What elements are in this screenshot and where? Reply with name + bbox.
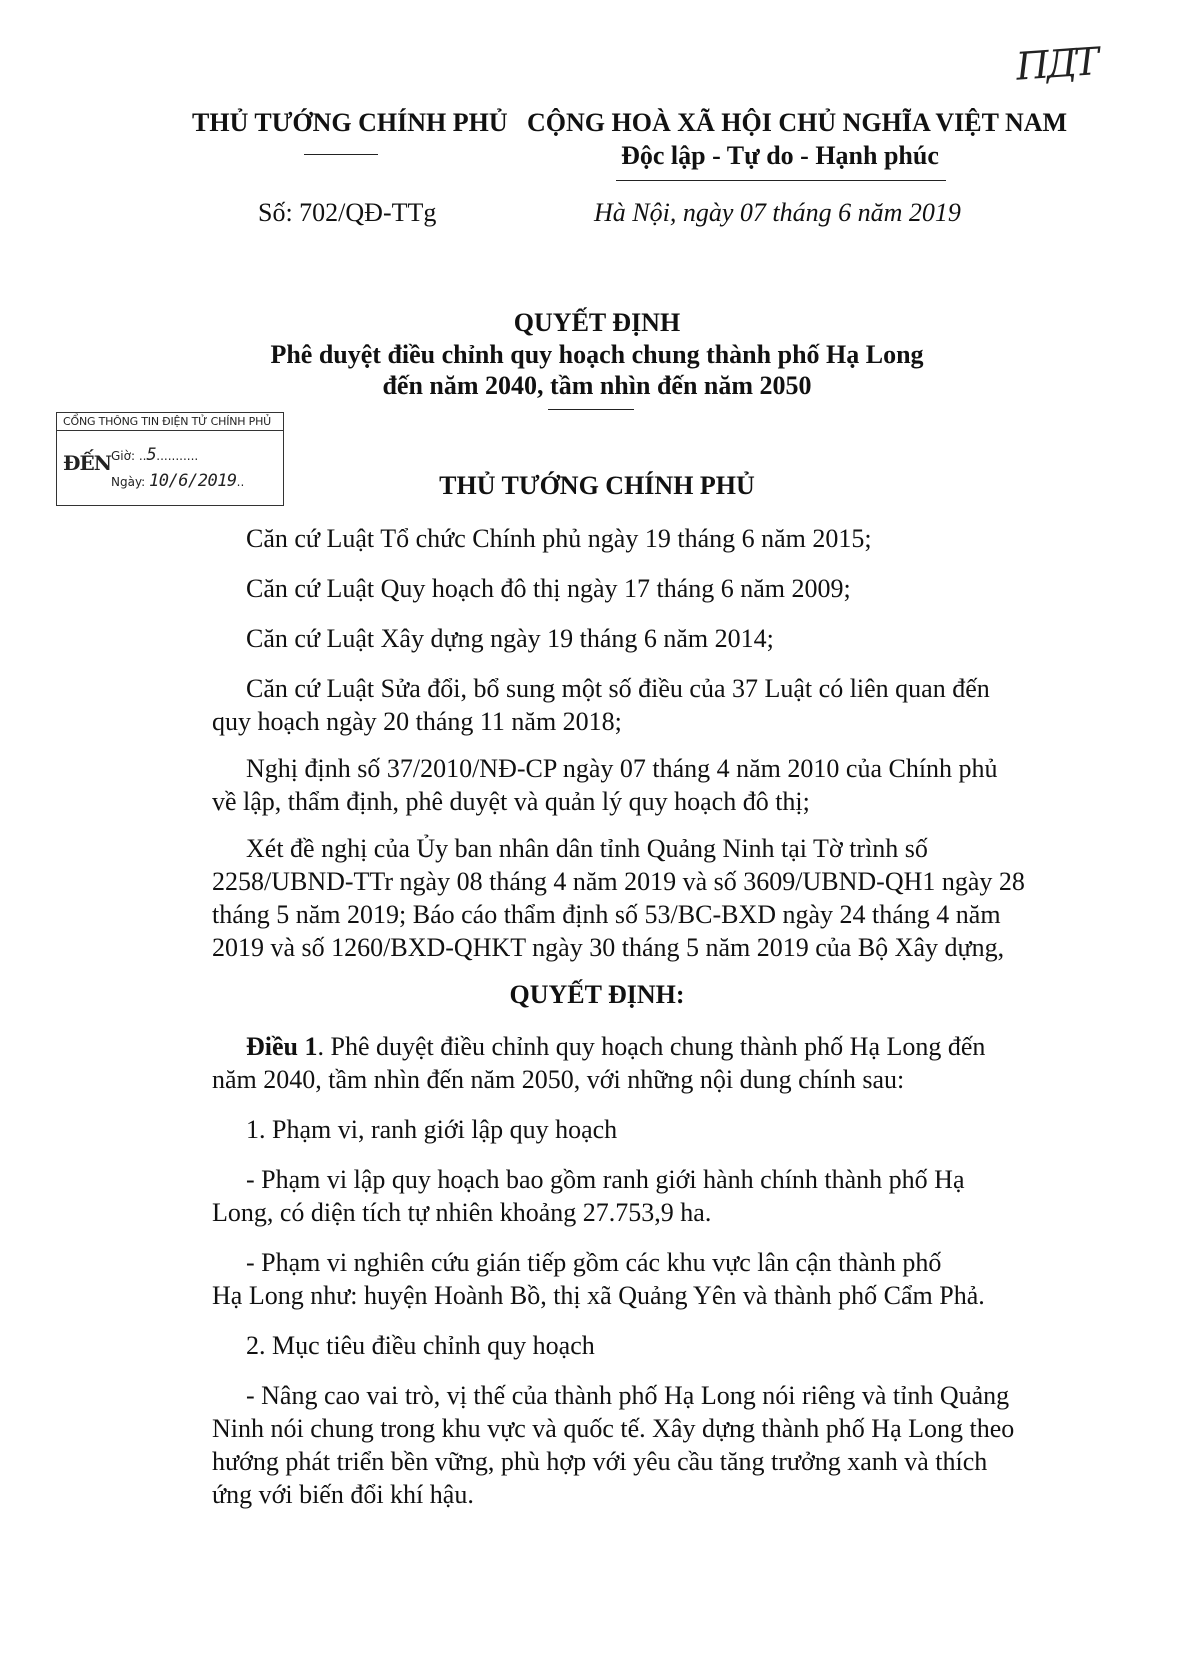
section-1-item1-line1: - Phạm vi lập quy hoạch bao gồm ranh giới hành chính thành phố Hạ xyxy=(246,1165,965,1194)
basis-6-line4: 2019 và số 1260/BXD-QHKT ngày 30 tháng 5 năm 2019 của Bộ Xây dựng, xyxy=(212,933,1005,962)
document-number: Số: 702/QĐ-TTg xyxy=(258,198,437,227)
section-2-item1-line2: Ninh nói chung trong khu vực và quốc tế. Xây dựng thành phố Hạ Long theo xyxy=(212,1414,1015,1443)
section-2-item1-line4: ứng với biến đổi khí hậu. xyxy=(212,1480,474,1509)
section-2-item1-line3: hướng phát triển bền vững, phù hợp với yêu cầu tăng trưởng xanh và thích xyxy=(212,1447,988,1476)
article-1-label: Điều 1 xyxy=(246,1032,318,1061)
stamp-time-label: Giờ: xyxy=(111,449,136,463)
basis-4-line2: quy hoạch ngày 20 tháng 11 năm 2018; xyxy=(212,707,622,736)
stamp-time-value: 5 xyxy=(146,445,157,465)
stamp-date-value: 10/6/2019 xyxy=(149,471,237,491)
authority-heading: THỦ TƯỚNG CHÍNH PHỦ xyxy=(439,471,755,500)
right-header-rule xyxy=(616,180,946,181)
basis-6-line1: Xét đề nghị của Ủy ban nhân dân tỉnh Quảng Ninh tại Tờ trình số xyxy=(246,834,928,863)
national-motto: Độc lập - Tự do - Hạnh phúc xyxy=(621,141,939,170)
basis-6-line2: 2258/UBND-TTr ngày 08 tháng 4 năm 2019 và số 3609/UBND-QH1 ngày 28 xyxy=(212,867,1025,896)
basis-line-2: Căn cứ Luật Quy hoạch đô thị ngày 17 tháng 6 năm 2009; xyxy=(246,574,851,603)
handwritten-initials: ПДТ xyxy=(1014,39,1098,89)
article-1-line1 xyxy=(246,1030,985,1063)
section-1-item1-line2: Long, có diện tích tự nhiên khoảng 27.753,9 ha. xyxy=(212,1198,712,1227)
document-type: QUYẾT ĐỊNH xyxy=(513,308,681,337)
stamp-den: ĐẾN xyxy=(63,451,112,475)
basis-5-line1: Nghị định số 37/2010/NĐ-CP ngày 07 tháng 4 năm 2010 của Chính phủ xyxy=(246,754,998,783)
section-1-item2-line1: - Phạm vi nghiên cứu gián tiếp gồm các khu vực lân cận thành phố xyxy=(246,1248,942,1277)
basis-line-3: Căn cứ Luật Xây dựng ngày 19 tháng 6 năm 2014; xyxy=(246,624,774,653)
section-2-title: 2. Mục tiêu điều chỉnh quy hoạch xyxy=(246,1331,595,1360)
document-subject-line2: đến năm 2040, tầm nhìn đến năm 2050 xyxy=(382,371,812,400)
article-1-line2: năm 2040, tầm nhìn đến năm 2050, với những nội dung chính sau: xyxy=(212,1065,905,1094)
section-1-item2-line2: Hạ Long như: huyện Hoành Bồ, thị xã Quảng Yên và thành phố Cẩm Phả. xyxy=(212,1281,985,1310)
article-1-text: . Phê duyệt điều chỉnh quy hoạch chung thành phố Hạ Long đến xyxy=(317,1032,986,1061)
title-rule xyxy=(548,409,634,410)
issuing-authority: THỦ TƯỚNG CHÍNH PHỦ xyxy=(192,108,508,137)
basis-6-line3: tháng 5 năm 2019; Báo cáo thẩm định số 53/BC-BXD ngày 24 tháng 4 năm xyxy=(212,900,1001,929)
section-1-title: 1. Phạm vi, ranh giới lập quy hoạch xyxy=(246,1115,618,1144)
section-2-item1-line1: - Nâng cao vai trò, vị thế của thành phố Hạ Long nói riêng và tỉnh Quảng xyxy=(246,1381,1010,1410)
stamp-time-row: Giờ: ..5........... xyxy=(111,445,199,465)
decision-heading: QUYẾT ĐỊNH: xyxy=(509,980,685,1009)
basis-5-line2: về lập, thẩm định, phê duyệt và quản lý quy hoạch đô thị; xyxy=(212,787,810,816)
basis-4-line1: Căn cứ Luật Sửa đổi, bổ sung một số điều của 37 Luật có liên quan đến xyxy=(246,674,990,703)
national-title: CỘNG HOÀ XÃ HỘI CHỦ NGHĨA VIỆT NAM xyxy=(527,108,1068,137)
stamp-date-row: Ngày: 10/6/2019.. xyxy=(111,471,245,491)
left-header-rule xyxy=(304,154,378,155)
stamp-date-label: Ngày: xyxy=(111,475,146,489)
document-subject-line1: Phê duyệt điều chỉnh quy hoạch chung thành phố Hạ Long xyxy=(270,340,924,369)
basis-line-1: Căn cứ Luật Tổ chức Chính phủ ngày 19 tháng 6 năm 2015; xyxy=(246,524,872,553)
place-and-date: Hà Nội, ngày 07 tháng 6 năm 2019 xyxy=(594,198,961,227)
stamp-header: CỔNG THÔNG TIN ĐIỆN TỬ CHÍNH PHỦ xyxy=(57,413,283,431)
